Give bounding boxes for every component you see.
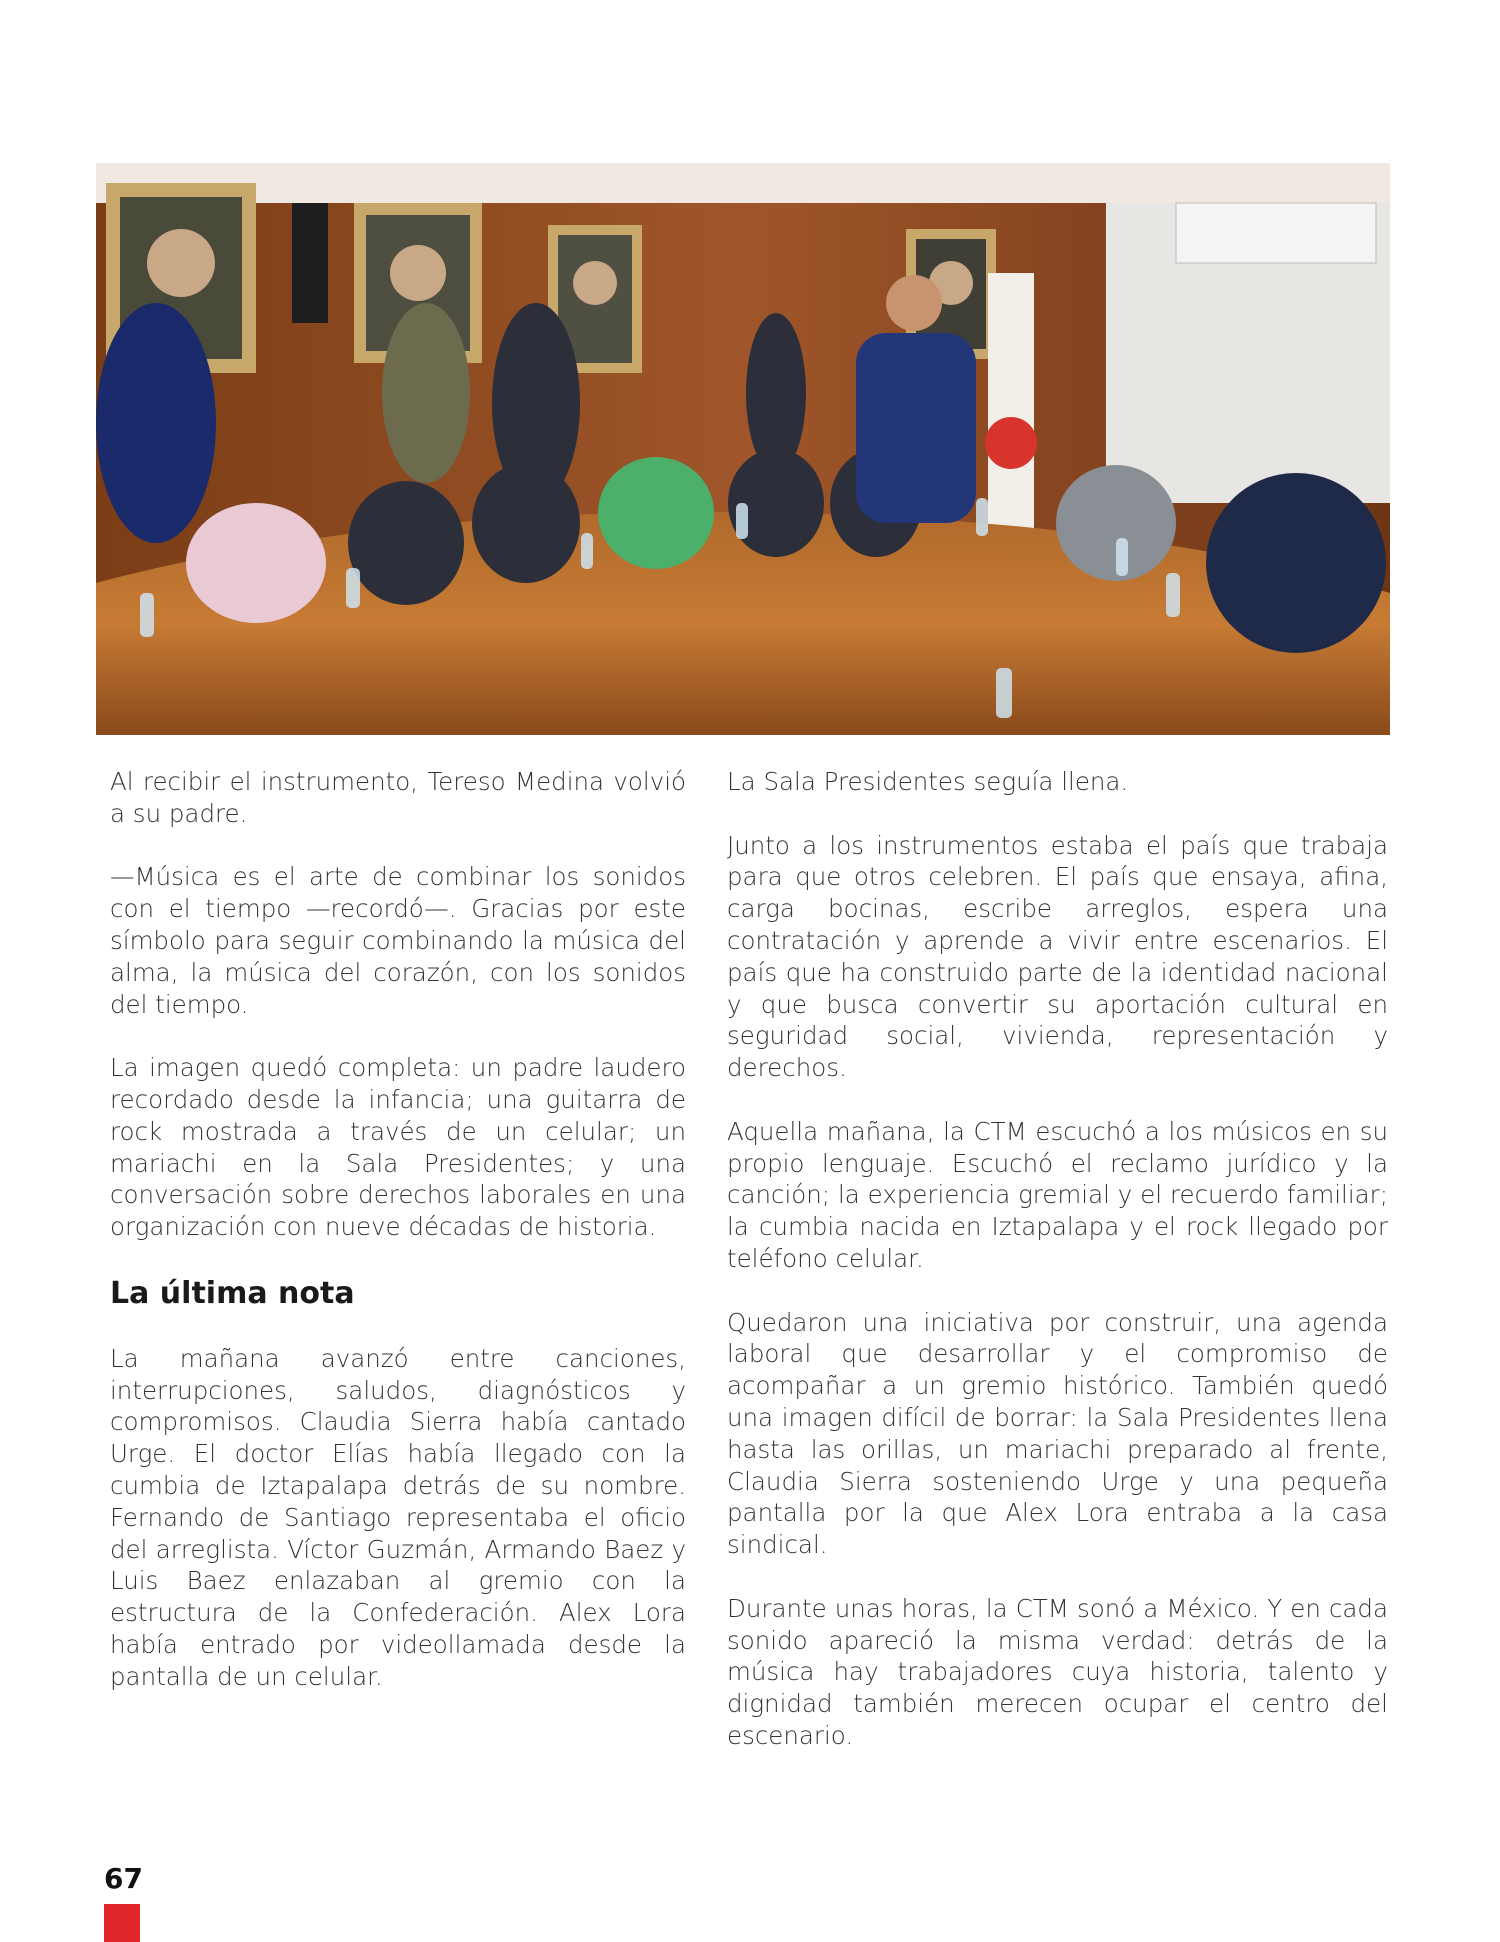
paragraph: La Sala Presidentes seguía llena. bbox=[727, 767, 1129, 796]
paragraph: Al recibir el instrumento, Tereso Medina volvió a su padre. bbox=[110, 767, 686, 828]
paragraph: Quedaron una iniciativa por construir, una agenda laboral que desarrollar y el compromiso de acompañar a un gremio histórico. También quedó una imagen difícil de borrar: la Sala Presidentes llena hasta las orillas, un mariachi preparado al frente, Claudia Sierra sosteniendo Urge y una pequeña pantalla por la que Alex Lora entraba a la casa sindical. bbox=[727, 1307, 1388, 1560]
page-number: 67 bbox=[104, 1862, 143, 1895]
right-column bbox=[727, 766, 1388, 1784]
speaker bbox=[292, 203, 328, 323]
meeting-room-illustration bbox=[96, 163, 1390, 735]
page-marker bbox=[104, 1904, 140, 1942]
section-heading: La última nota bbox=[110, 1275, 355, 1311]
paragraph: Aquella mañana, la CTM escuchó a los músicos en su propio lenguaje. Escuchó el reclamo jurídico y la canción; la experiencia gremial y el recuerdo familiar; la cumbia nacida en Iztapalapa y el rock llegado por teléfono celular. bbox=[727, 1116, 1388, 1273]
paragraph: La imagen quedó completa: un padre laudero recordado desde la infancia; una guitarra de rock mostrada a través de un celular; un mariachi en la Sala Presidentes; y una conversación sobre derechos laborales en una organización con nueve décadas de historia. bbox=[110, 1053, 686, 1242]
left-column bbox=[110, 766, 686, 1724]
paragraph: La mañana avanzó entre canciones, interrupciones, saludos, diagnósticos y compromisos. Claudia Sierra había cantado Urge. El doctor Elías había llegado con la cumbia de Iztapalapa detrás de su nombre. Fernando de Santiago representaba el oficio del arreglista. Víctor Guzmán, Armando Baez y Luis Baez enlazaban al gremio con la estructura de la Confederación. Alex Lora había entrado por videollamada desde la pantalla de un celular. bbox=[110, 1343, 686, 1691]
paragraph: Junto a los instrumentos estaba el país que trabaja para que otros celebren. El país que ensaya, afina, carga bocinas, escribe arreglos, espera una contratación y aprende a vivir entre escenarios. El país que ha construido parte de la identidad nacional y que busca convertir su aportación cultural en seguridad social, vivienda, representación y derechos. bbox=[727, 830, 1388, 1083]
paragraph: Durante unas horas, la CTM sonó a México. Y en cada sonido apareció la misma verdad: detrás de la música hay trabajadores cuya historia, talento y dignidad también merecen ocupar el centro del escenario. bbox=[727, 1593, 1388, 1750]
paragraph: —Música es el arte de combinar los sonidos con el tiempo —recordó—. Gracias por este símbolo para seguir combinando la música del alma, la música del corazón, con los sonidos del tiempo. bbox=[110, 862, 686, 1019]
meeting-room-photo bbox=[96, 163, 1390, 735]
